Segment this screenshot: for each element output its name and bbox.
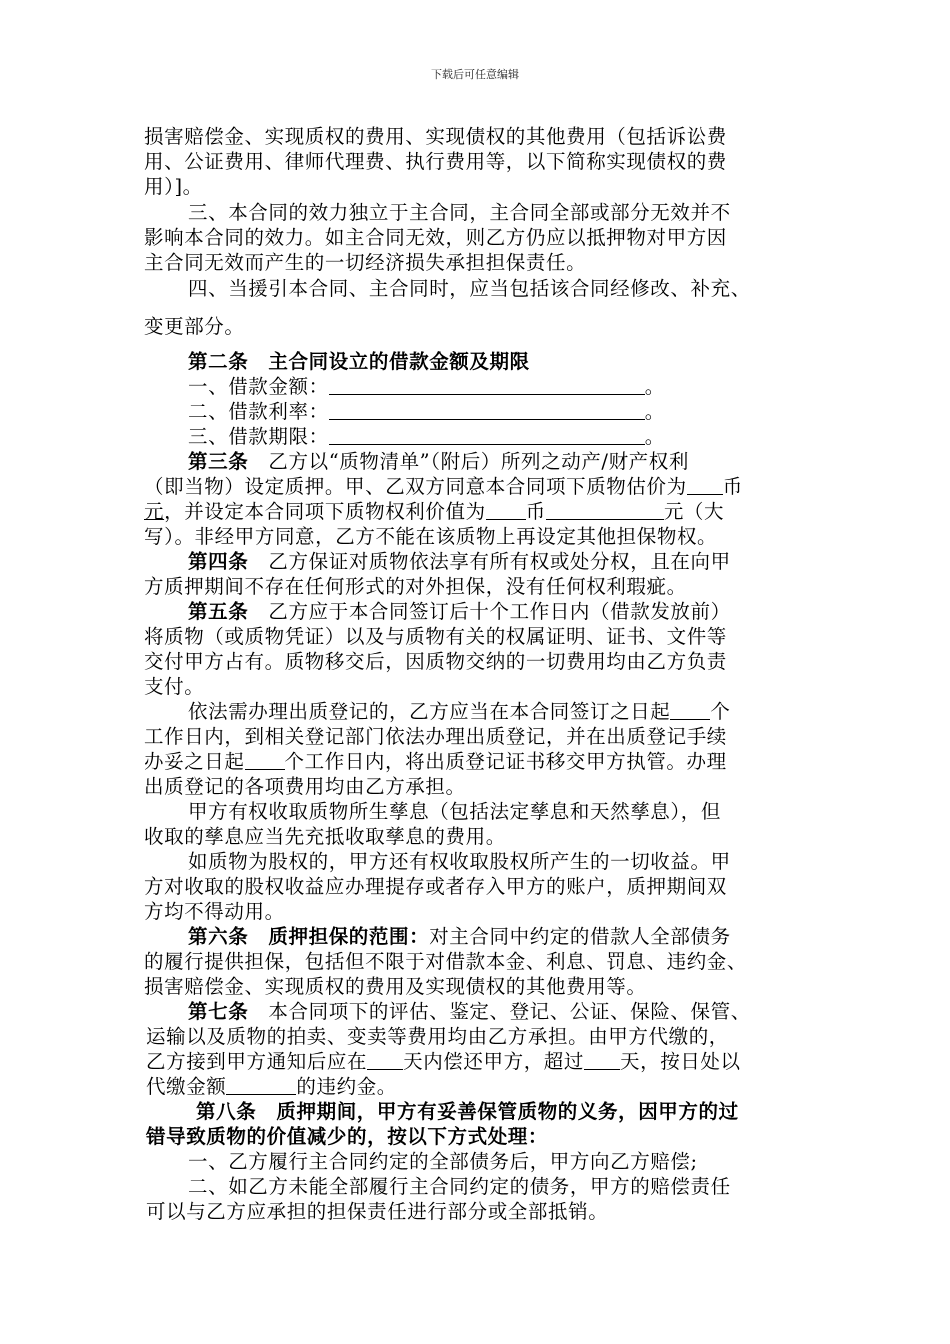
- article-6-line: 损害赔偿金、实现质权的费用及实现债权的其他费用等。: [144, 975, 647, 998]
- article-7-line: 运输以及质物的拍卖、变卖等费用均由乙方承担。由甲方代缴的，: [146, 1025, 729, 1048]
- article-8-item: 可以与乙方应承担的担保责任进行部分或全部抵销。: [146, 1200, 609, 1223]
- paragraph-line: 四、当援引本合同、主合同时，应当包括该合同经修改、补充、: [188, 277, 751, 300]
- registration-line: 工作日内，到相关登记部门依法办理出质登记，并在出质登记手续: [144, 725, 727, 748]
- article-7-line: 乙方接到甲方通知后应在 天内偿还甲方，超过 天，按日处以: [146, 1050, 741, 1073]
- paragraph-line: 甲方有权收取质物所生孳息（包括法定孳息和天然孳息），但: [188, 800, 721, 823]
- paragraph-line: 主合同无效而产生的一切经济损失承担担保责任。: [144, 251, 587, 274]
- article-5-line: 将质物（或质物凭证）以及与质物有关的权属证明、证书、文件等: [144, 625, 727, 648]
- page-header: 下载后可任意编辑: [431, 68, 519, 81]
- paragraph-line: 方对收取的股权收益应办理提存或者存入甲方的账户，质押期间双: [144, 875, 727, 898]
- article-7-line: 代缴金额 的违约金。: [146, 1075, 397, 1098]
- loan-amount-field: 一、借款金额： 。: [188, 375, 665, 398]
- paragraph-line: 方均不得动用。: [144, 900, 285, 923]
- article-8-item: 二、如乙方未能全部履行主合同约定的债务，甲方的赔偿责任: [188, 1175, 731, 1198]
- article-5-line: 交付甲方占有。质物移交后，因质物交纳的一切费用均由乙方负责: [144, 650, 727, 673]
- article-3-line: （即当物）设定质押。甲、乙双方同意本合同项下质物估价为 币: [144, 475, 743, 498]
- article-6-line: 第六条 质押担保的范围：对主合同中约定的借款人全部债务: [188, 925, 731, 948]
- paragraph-line: 用）]。: [144, 175, 203, 198]
- paragraph-line: 用、公证费用、律师代理费、执行费用等，以下简称实现债权的费: [144, 150, 727, 173]
- paragraph-line: 损害赔偿金、实现质权的费用、实现债权的其他费用（包括诉讼费: [144, 125, 727, 148]
- article-3-line: 第三条 乙方以“质物清单”（附后）所列之动产/财产权利: [188, 450, 689, 473]
- article-8-item: 一、乙方履行主合同约定的全部债务后，甲方向乙方赔偿;: [188, 1150, 698, 1173]
- paragraph-line: 收取的孳息应当先充抵收取孳息的费用。: [144, 825, 506, 848]
- article-5-line: 第五条 乙方应于本合同签订后十个工作日内（借款发放前）: [188, 600, 731, 623]
- paragraph-line: 三、本合同的效力独立于主合同，主合同全部或部分无效并不: [188, 201, 731, 224]
- registration-line: 依法需办理出质登记的，乙方应当在本合同签订之日起 个: [188, 700, 731, 723]
- loan-term-field: 三、借款期限： 。: [188, 425, 665, 448]
- loan-rate-field: 二、借款利率： 。: [188, 400, 665, 423]
- article-5-line: 支付。: [144, 675, 205, 698]
- paragraph-line: 变更部分。: [144, 315, 245, 338]
- article-8-title: 错导致质物的价值减少的，按以下方式处理：: [146, 1125, 549, 1148]
- article-8-title: 第八条 质押期间，甲方有妥善保管质物的义务，因甲方的过: [196, 1100, 739, 1123]
- registration-line: 办妥之日起 个工作日内，将出质登记证书移交甲方执管。办理: [144, 750, 727, 773]
- paragraph-line: 如质物为股权的，甲方还有权收取股权所产生的一切收益。甲: [188, 850, 731, 873]
- article-4-line: 方质押期间不存在任何形式的对外担保，没有任何权利瑕疵。: [144, 575, 687, 598]
- article-3-line: 元，并设定本合同项下质物权利价值为 币 元（大: [144, 500, 725, 523]
- article-7-line: 第七条 本合同项下的评估、鉴定、登记、公证、保险、保管、: [188, 1000, 751, 1023]
- registration-line: 出质登记的各项费用均由乙方承担。: [144, 775, 466, 798]
- paragraph-line: 影响本合同的效力。如主合同无效，则乙方仍应以抵押物对甲方因: [144, 226, 727, 249]
- article-4-line: 第四条 乙方保证对质物依法享有所有权或处分权，且在向甲: [188, 550, 731, 573]
- article-2-title: 第二条 主合同设立的借款金额及期限: [188, 350, 530, 373]
- article-6-line: 的履行提供担保，包括但不限于对借款本金、利息、罚息、违约金、: [144, 950, 748, 973]
- article-3-line: 写）。非经甲方同意，乙方不能在该质物上再设定其他担保物权。: [144, 525, 718, 548]
